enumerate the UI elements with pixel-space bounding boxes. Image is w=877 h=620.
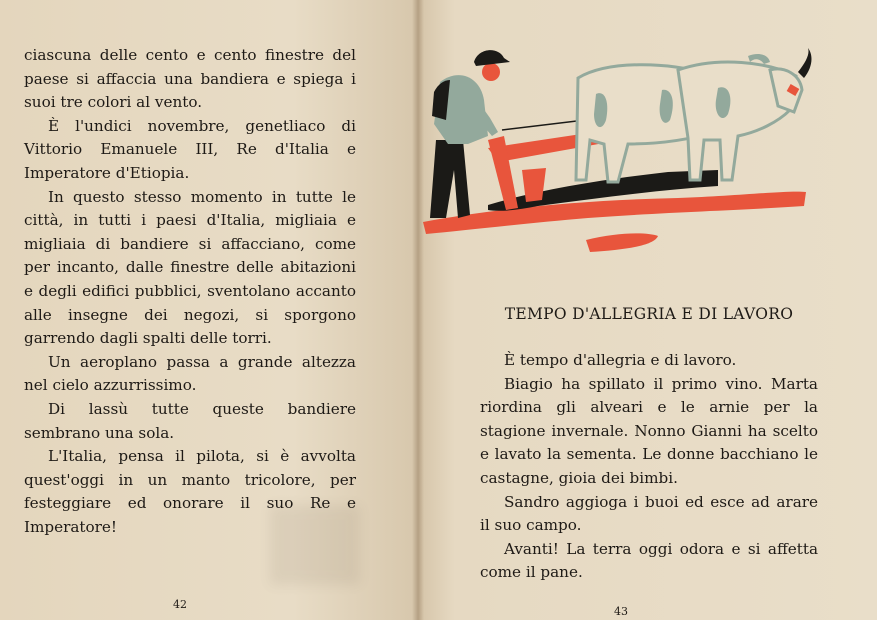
paragraph: Un aeroplano passa a grande altezza nel cielo azzurrissimo.: [24, 352, 356, 395]
paragraph: Biagio ha spillato il primo vino. Marta riordina gli alveari e le arnie per la stagione invernale. Nonno Gianni ha scelto e lavato la sementa. Le donne bacchiano le castagne, gioia dei bimbi.: [480, 374, 818, 487]
right-page-text: [480, 349, 818, 585]
red-furrow-small: [586, 233, 658, 252]
paragraph: È tempo d'allegria e di lavoro.: [504, 351, 737, 369]
page-number-left: 42: [173, 598, 187, 611]
paragraph: Sandro aggioga i buoi ed esce ad arare il suo campo.: [480, 492, 818, 535]
left-page: [0, 0, 418, 620]
paragraph: In questo stesso momento in tutte le città, in tutti i paesi d'Italia, migliaia e migliaia di bandiere si affacciano, come per incanto, dalle finestre delle abitazioni e degli edifici pubblici, sventolano accanto alle insegne dei negozi, si sporgono garrendo dagli spalti delle torri.: [24, 187, 356, 348]
red-furrow: [423, 192, 806, 234]
ox-front-marking: [716, 87, 731, 118]
farmer-hat: [474, 50, 510, 66]
paragraph: Avanti! La terra oggi odora e si affetta come il pane.: [480, 539, 818, 582]
right-page: [418, 0, 877, 620]
farmer-legs: [430, 140, 470, 218]
paragraph: È l'undici novembre, genetliaco di Vittorio Emanuele III, Re d'Italia e Imperatore d'Etiopia.: [24, 116, 356, 182]
farmer-head: [482, 63, 500, 81]
paragraph: Di lassù tutte queste bandiere sembrano una sola.: [24, 399, 356, 442]
paragraph: L'Italia, pensa il pilota, si è avvolta quest'oggi in un manto tricolore, per festeggiare ed onorare il suo Re e Imperatore!: [24, 447, 356, 536]
book-gutter: [412, 0, 424, 620]
left-page-text: [24, 44, 356, 539]
ox-horn: [798, 48, 811, 78]
ploughing-farmer-with-oxen-illustration: [418, 40, 813, 265]
page-number-right: 43: [614, 605, 628, 618]
chapter-title: TEMPO D'ALLEGRIA E DI LAVORO: [504, 305, 794, 323]
paragraph: ciascuna delle cento e cento finestre del paese si affaccia una bandiera e spiega i suoi tre colori al vento.: [24, 46, 356, 112]
